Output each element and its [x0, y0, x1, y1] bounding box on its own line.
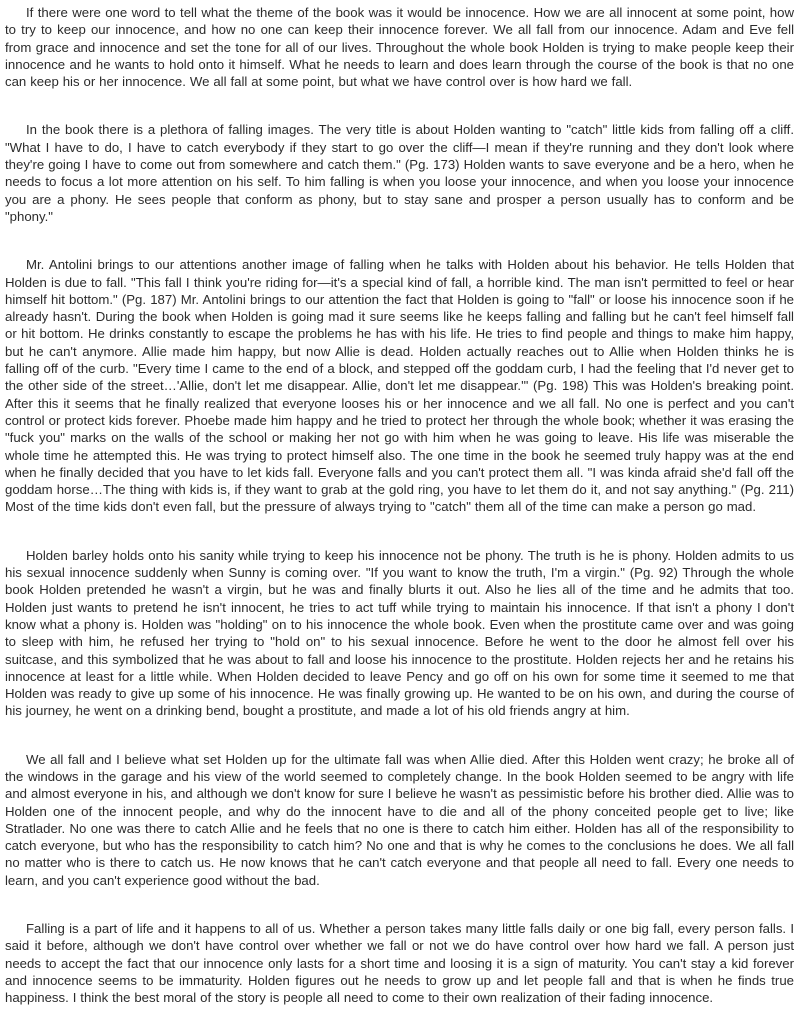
- essay-paragraph-1: If there were one word to tell what the theme of the book was it would be innocence. How we are all innocent at some point, how to try to keep our innocence, and how no one can keep their innocence forever. We all fall from our innocence. Adam and Eve fell from grace and innocence and set the tone for all of our lives. Throughout the whole book Holden is trying to make people keep their innocence and he wants to hold onto it himself. What he needs to learn and does learn through the course of the book is that no one can keep his or her innocence. We all fall at some point, but what we have control over is how hard we fall.: [5, 5, 794, 90]
- essay-paragraph-2: In the book there is a plethora of falling images. The very title is about Holden wanting to "catch" little kids from falling off a cliff. "What I have to do, I have to catch everybody if they start to go over the cliff—I mean if they're running and they don't look where they're going I have to come out from somewhere and catch them." (Pg. 173) Holden wants to save everyone and be a hero, when he needs to focus a lot more attention on his self. To him falling is when you loose your innocence, and when you loose your innocence you are a phony. He sees people that conform as phony, but to stay sane and prosper a person usually has to conform and be "phony.": [5, 122, 794, 224]
- essay-paragraph-6: Falling is a part of life and it happens to all of us. Whether a person takes many little falls daily or one big fall, every person falls. I said it before, although we don't have control over whether we fall or not we do have control over how hard we fall. A person just needs to accept the fact that our innocence only lasts for a short time and loosing it is a sign of maturity. You can't stay a kid forever and innocence seems to be immaturity. Holden figures out he needs to grow up and let people fall and that is when he finds true happiness. I think the best moral of the story is people all need to come to their own realization of their fading innocence.: [5, 921, 794, 1006]
- essay-paragraph-3: Mr. Antolini brings to our attentions another image of falling when he talks with Holden about his behavior. He tells Holden that Holden is due to fall. "This fall I think you're riding for—it's a special kind of fall, a horrible kind. The man isn't permitted to feel or hear himself hit bottom." (Pg. 187) Mr. Antolini brings to our attention the fact that Holden is going to "fall" or loose his innocence soon if he already hasn't. During the book when Holden is going mad it sure seems like he keeps falling and falling but he can't feel himself fall or hit bottom. He drinks constantly to escape the problems he has with his life. He tries to find people and things to make him happy, but he can't anymore. Allie made him happy, but now Allie is dead. Holden actually reaches out to Allie when Holden thinks he is falling off of the curb. "Every time I came to the end of a block, and stepped off the goddam curb, I had the feeling that I'd never get to the other side of the street…'Allie, don't let me disappear. Allie, don't let me disappear.'" (Pg. 198) This was Holden's breaking point. After this it seems that he finally realized that everyone looses his or her innocence and we all fall. No one is perfect and you can't control or protect kids forever. Phoebe made him happy and he tried to protect her through the whole book; whether it was erasing the "fuck you" marks on the walls of the school or making her not go with him when he was going to leave. His life was miserable the whole time he attempted this. He was trying to protect himself also. The one time in the book he seemed truly happy was at the end when he finally decided that you have to let kids fall. Everyone falls and you can't protect them all. "I was kinda afraid she'd fall off the goddam horse…The thing with kids is, if they want to grab at the gold ring, you have to let them do it, and not say anything." (Pg. 211) Most of the time kids don't even fall, but the pressure of always trying to "catch" them all of the time can make a person go mad.: [5, 257, 794, 515]
- essay-paragraph-5: We all fall and I believe what set Holden up for the ultimate fall was when Allie died. After this Holden went crazy; he broke all of the windows in the garage and his view of the world seemed to completely change. In the book Holden seemed to be angry with life and almost everyone in his, and although we don't know for sure I believe he wasn't as pessimistic before his brother died. Allie was to Holden one of the innocent people, and why do the innocent have to die and all of the phony conceited people get to live; like Stratlader. No one was there to catch Allie and he feels that no one is there to catch him either. Holden has all of the responsibility to catch everyone, but who has the responsibility to catch him? No one and that is why he comes to the conclusions he does. We all fall no matter who is there to catch us. He now knows that he can't catch everyone and that people all need to fall. Every one needs to learn, and you can't experience good without the bad.: [5, 751, 794, 888]
- essay-paragraph-4: Holden barley holds onto his sanity while trying to keep his innocence not be phony. The truth is he is phony. Holden admits to us his sexual innocence suddenly when Sunny is coming over. "If you want to know the truth, I'm a virgin." (Pg. 92) Through the whole book Holden pretended he wasn't a virgin, but he was and finally blurts it out. Also he lies all of the time and he admits that too. Holden just wants to pretend he isn't innocent, he tries to act tuff while trying to maintain his innocence. If that isn't a phony I don't know what a phony is. Holden was "holding" on to his innocence the whole book. Even when the prostitute came over and was going to sleep with him, he refused her trying to "hold on" to his sexual innocence. Before he went to the door he almost fell over his suitcase, and this symbolized that he was about to fall and loose his innocence to the prostitute. Holden rejects her and he retains his innocence at least for a little while. When Holden decided to leave Pency and go off on his own for some time it seemed to me that Holden was ready to give up some of his innocence. He was finally growing up. He wanted to be on his own, and during the course of his journey, he went on a drinking bend, bought a prostitute, and made a lot of his old friends angry at him.: [5, 547, 794, 719]
